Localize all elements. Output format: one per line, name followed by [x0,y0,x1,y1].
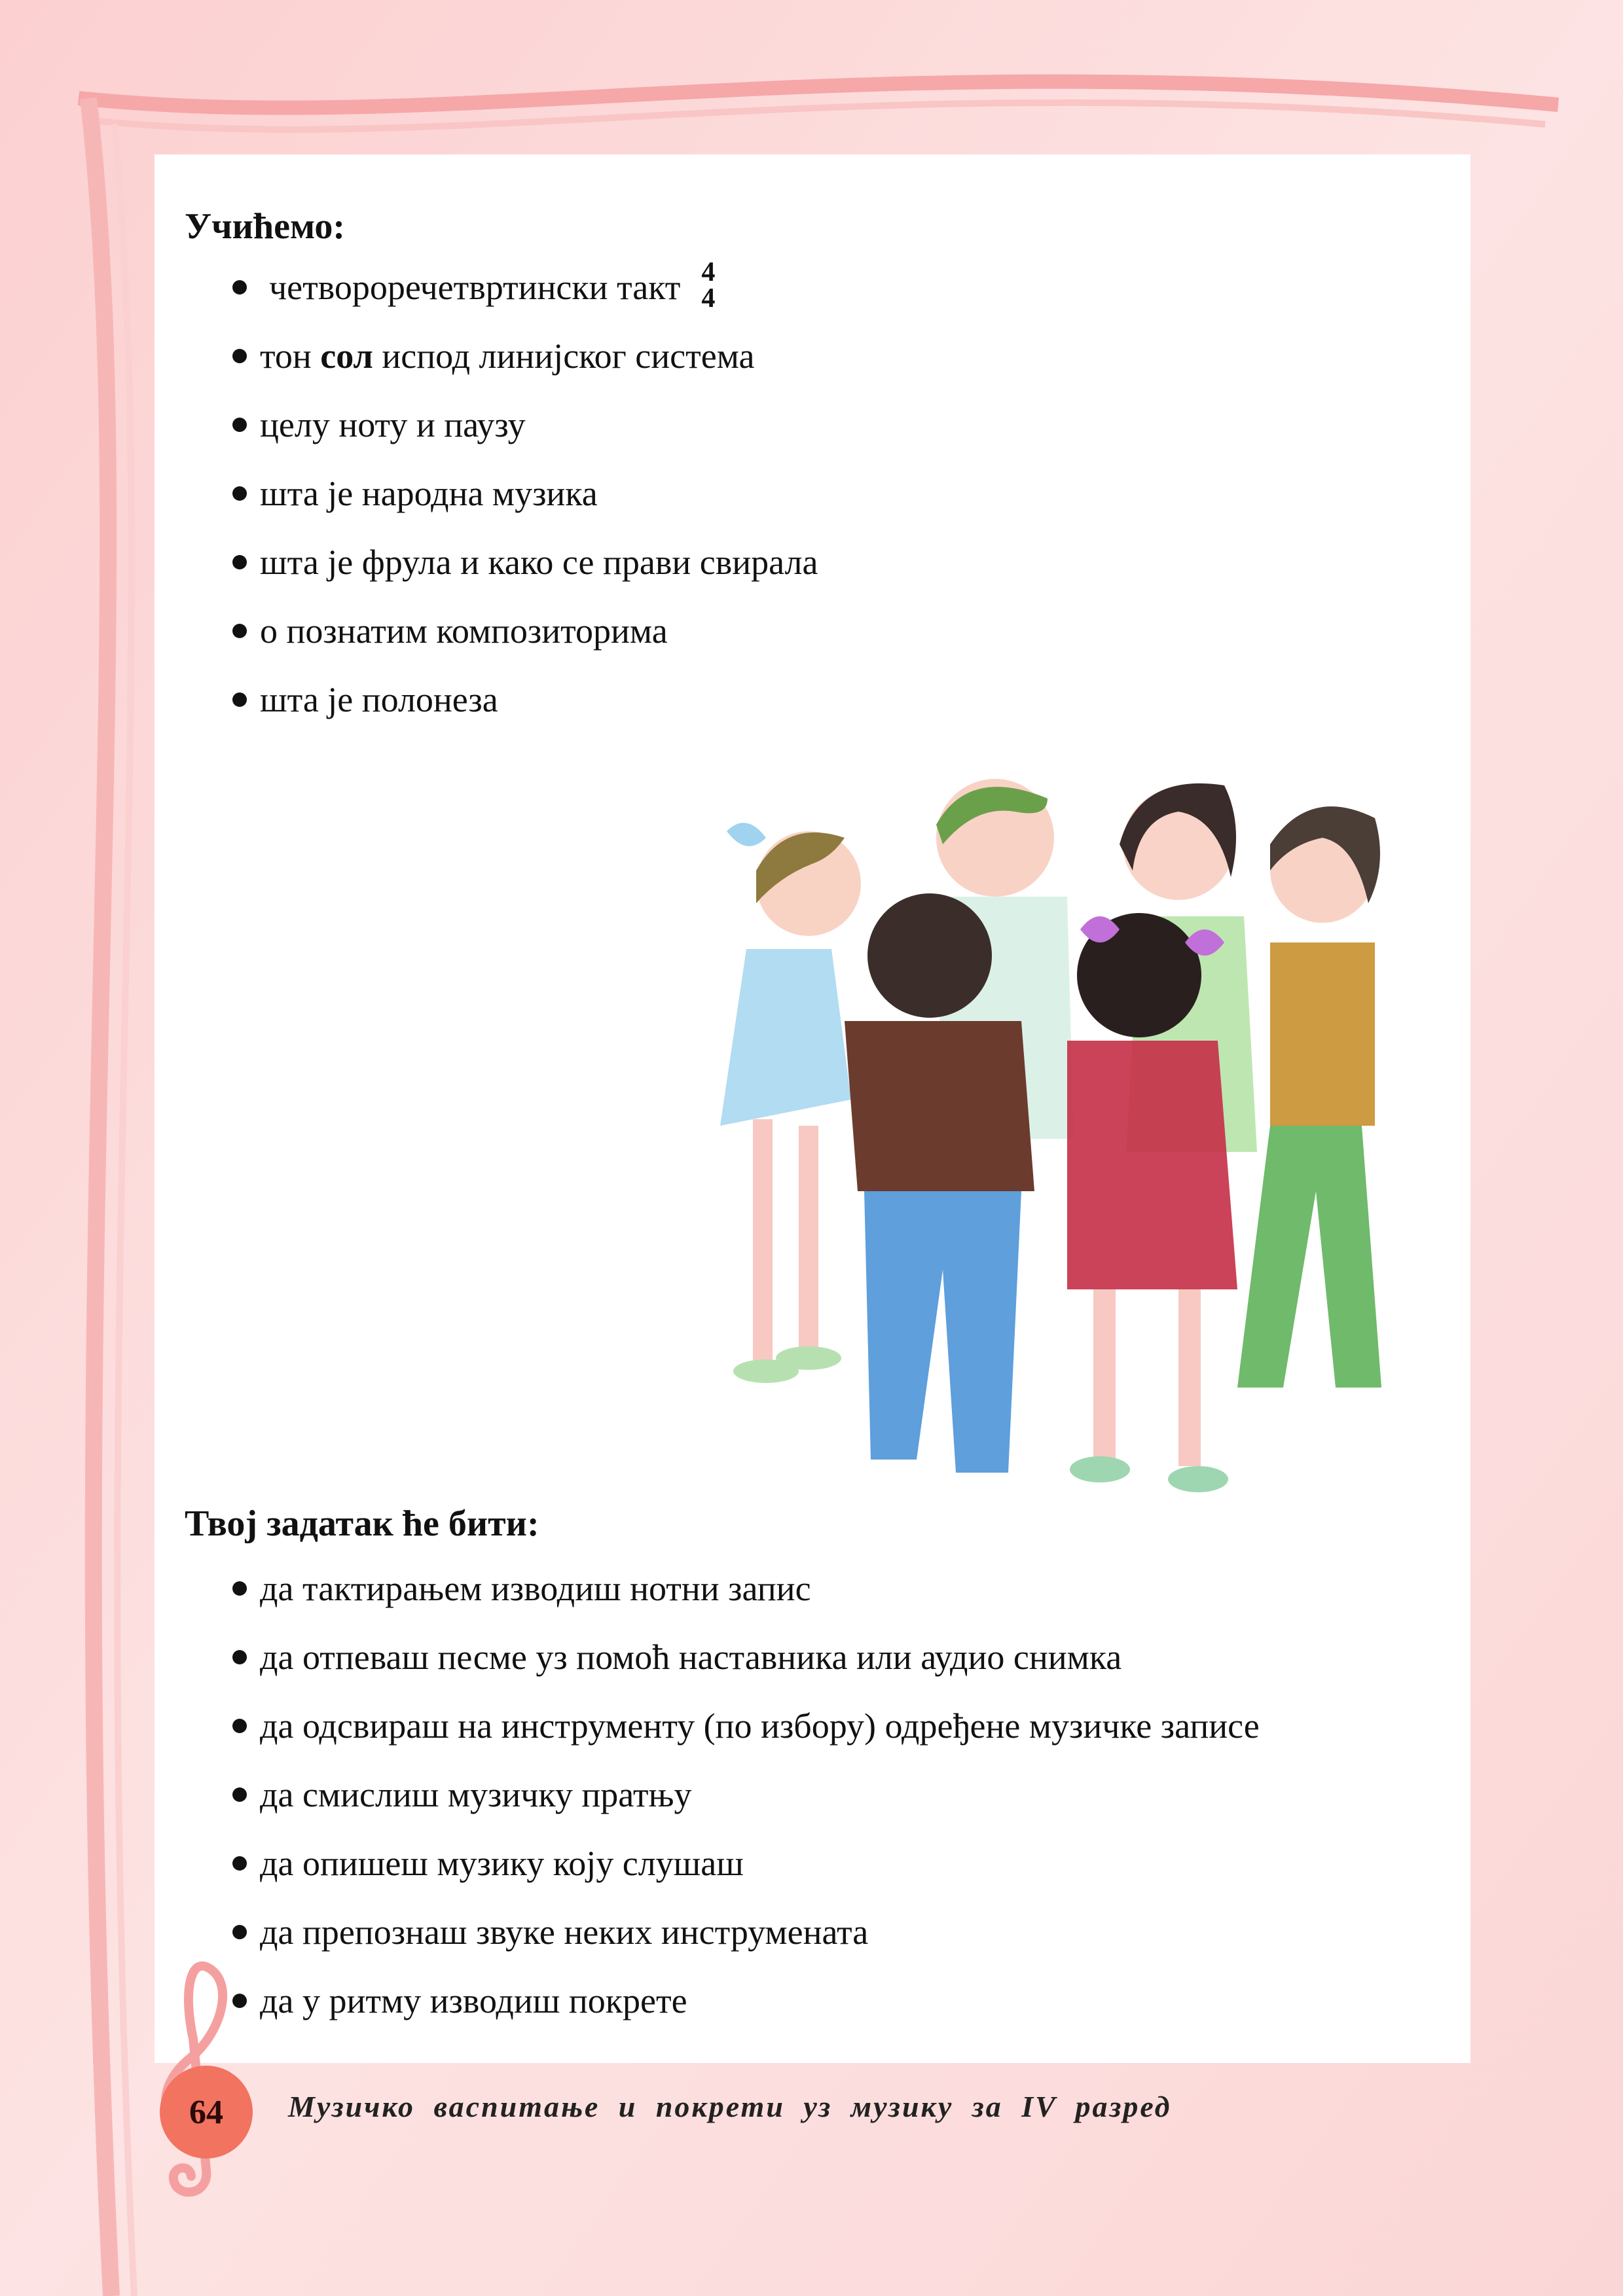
list-item: да одсвираш на инструменту (по избору) одређене музичке записе [232,1708,1260,1777]
list-item: да препознаш звуке неких инструмената [232,1914,1260,1983]
bullet-icon [232,418,247,432]
page-number-badge [160,2066,253,2159]
bullet-icon [232,280,247,295]
bullet-icon [232,1787,247,1802]
list-item: шта је народна музика [232,476,818,545]
list-item: да у ритму изводиш покрете [232,1983,1260,2052]
bullet-icon [232,692,247,707]
list-item: четвороречетвртински такт 4 4 [232,265,818,338]
bullet-icon [232,624,247,638]
learn-heading: Учићемо: [185,206,345,247]
bullet-icon [232,1719,247,1733]
list-item: шта је фрула и како се прави свирала [232,545,818,613]
list-item: да отпеваш песме уз помоћ наставника или аудио снимка [232,1640,1260,1708]
boy-mustard-shirt [1237,806,1381,1388]
bullet-icon [232,486,247,501]
list-item: тон сол испод линијског система [232,338,818,407]
learn-list [232,257,818,751]
bullet-icon [232,555,247,569]
girl-blue-dress [720,823,861,1383]
bullet-icon [232,1650,247,1664]
list-item: да смислиш музичку пратњу [232,1777,1260,1846]
bullet-icon [232,1856,247,1871]
task-list [232,1571,1260,2052]
list-item: шта је полонеза [232,682,818,751]
list-item: да тактирањем изводиш нотни запис [232,1571,1260,1640]
children-dancing-in-circle-illustration [681,733,1434,1532]
list-item: о познатим композиторима [232,613,818,682]
book-title: Музичко васпитање и покрети уз музику за IV разред [288,2090,1172,2123]
task-heading: Твој задатак ће бити: [185,1503,539,1544]
page-number: 64 [189,2093,223,2131]
bullet-icon [232,1925,247,1939]
bullet-icon [232,1581,247,1596]
time-signature: 4 4 [701,257,716,314]
bullet-icon [232,349,247,363]
list-item: целу ноту и паузу [232,407,818,476]
list-item: да опишеш музику коју слушаш [232,1846,1260,1914]
